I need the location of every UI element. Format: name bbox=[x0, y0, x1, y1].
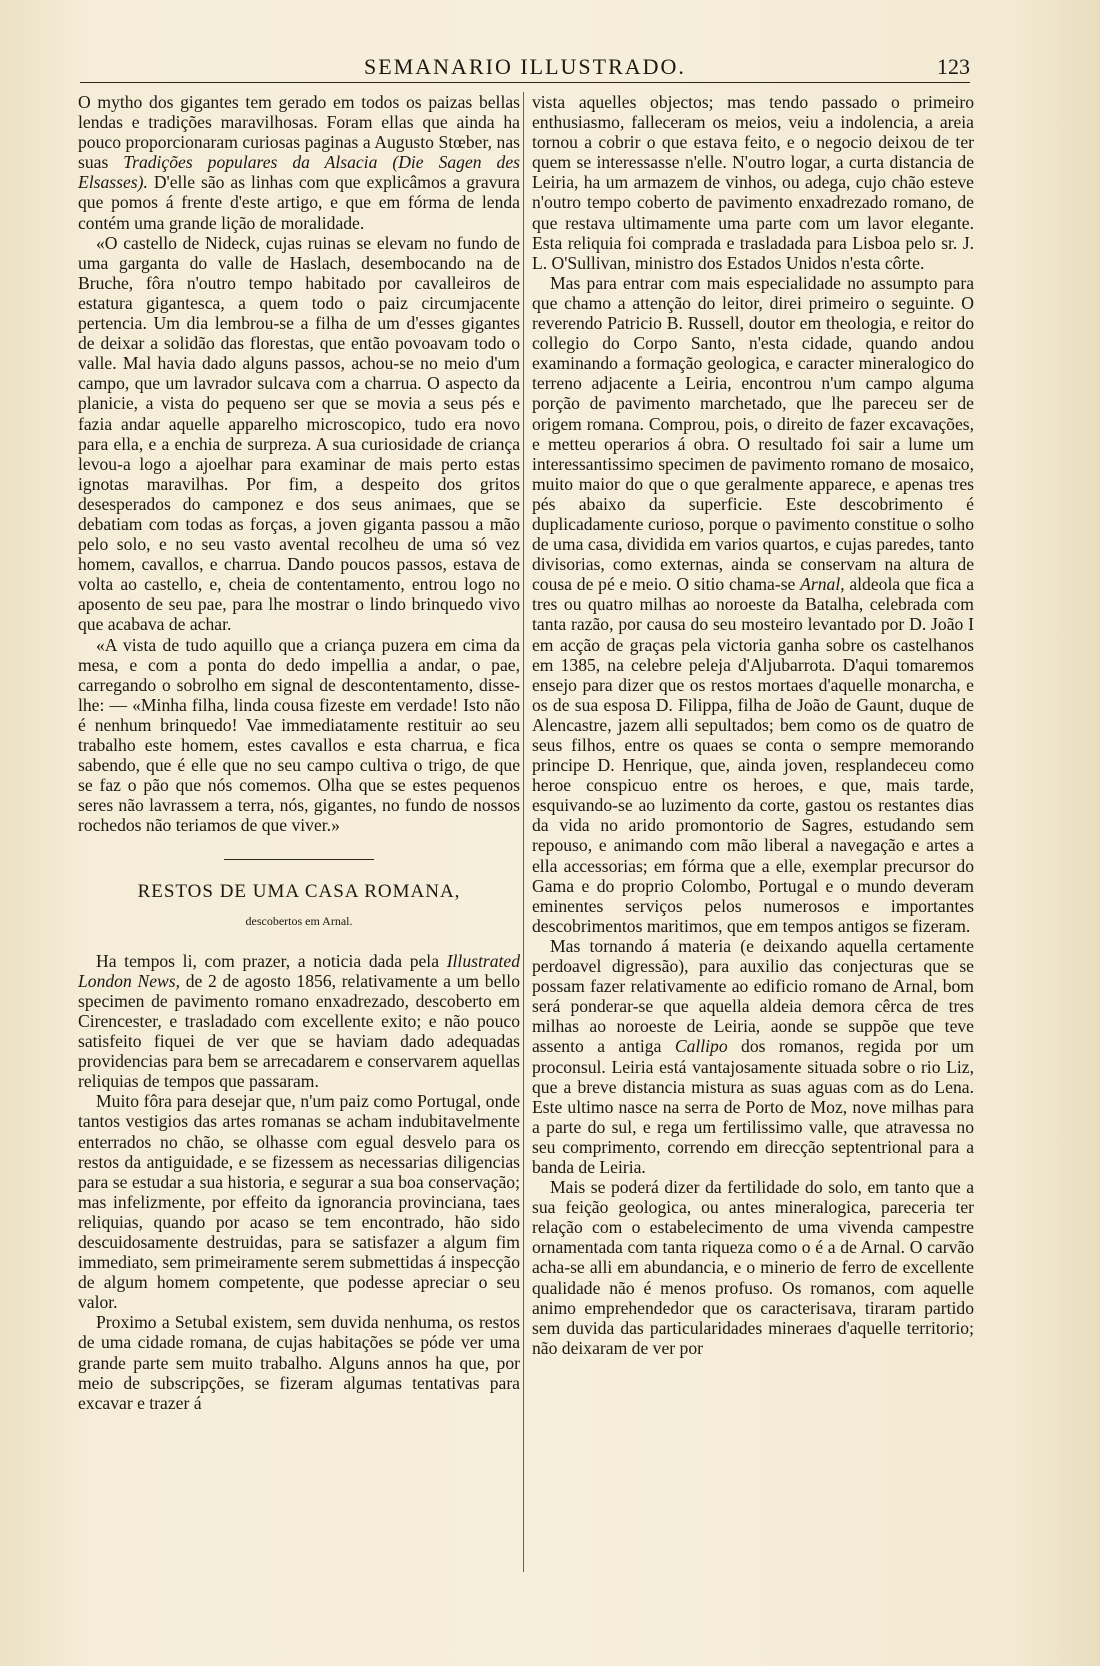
section-subtitle: descobertos em Arnal. bbox=[245, 913, 353, 928]
paragraph: Muito fôra para desejar que, n'um paiz como Portugal, onde tantos vestigios das artes romanas se acham indubitavelmente enterrados no chão, se olhasse com egual desvelo para os restos da antiguidade, e se fizessem as necessarias diligencias para se estudar a sua historia, e segurar a sua boa conservação; mas infelizmente, por effeito da ignorancia provinciana, taes reliquias, quando por acaso se tem encontrado, hão sido descuidosamente destruidas, para se satisfazer a algum fim immediato, sem primeiramente serem submettidas á inspecção de algum homem competente, que podesse apreciar o seu valor. bbox=[78, 1091, 520, 1313]
paragraph: «O castello de Nideck, cujas ruinas se elevam no fundo de uma garganta do valle de Haslach, desembocando na de Bruche, fôra n'outro tempo habitado por cavalleiros de estatura gigantesca, a quem todo o paiz circumjacente pertencia. Um dia lembrou-se a filha de um d'esses gigantes de deixar a solidão das florestas, que então povoavam todo o valle. Mal havia dado alguns passos, achou-se no meio d'um campo, que um lavrador sulcava com a charrua. O aspecto da planicie, a vista do pequeno ser que se movia a seus pés e fazia andar aquelle apparelho microscopico, tudo era novo para ella, e a enchia de surpreza. A sua curiosidade de criança levou-a logo a ajoelhar para examinar de mais perto estas ignotas maravilhas. Por fim, a despeito dos gritos desesperados do camponez e dos seus animaes, que se debatiam com todas as forças, a joven giganta passou a mão pelo solo, e no seu vasto avental recolheu de uma só vez homem, cavallos, e charrua. Dando poucos passos, estava de volta ao castello, e, cheia de contentamento, entrou logo no aposento de seu pae, para lhe mostrar o lindo brinquedo vivo que acabava de achar. bbox=[78, 232, 520, 635]
left-column bbox=[78, 92, 520, 1413]
column-rule bbox=[523, 92, 524, 1572]
paragraph: Mas para entrar com mais especialidade no assumpto para que chamo a attenção do leitor, direi primeiro o seguinte. O reverendo Patricio B. Russell, doutor em theologia, e reitor do collegio do Corpo Santo, n'esta cidade, quando andou examinando a formação geologica, e caracter mineralogico do terreno adjacente a Leiria, encontrou n'um campo alguma porção de pavimento marchetado, que lhe pareceu ser de origem romana. Comprou, pois, o direito de fazer excavações, e metteu operarios á obra. O resultado foi sair a lume um interessantissimo specimen de pavimento romano de mosaico, muito maior do que o que geralmente apparece, e apenas tres pés abaixo da superficie. Este descobrimento é duplicadamente curioso, porque o pavimento constitue o solho de uma casa, dividida em varios quartos, e cujas paredes, tanto divisorias, como externas, ainda se conservam na altura de cousa de pé e meio. O sitio chama-se Arnal, aldeola que fica a tres ou quatro milhas ao noroeste da Batalha, celebrada com tanta razão, por causa do seu mosteiro levantado por D. João I em acção de graças pela victoria ganha sobre os castelhanos em 1385, na celebre peleja d'Aljubarrota. D'aqui tomaremos ensejo para dizer que os restos mortaes d'aquelle monarcha, e os de sua esposa D. Filippa, filha de João de Gaunt, duque de Alencastre, jazem alli sepultados; bem como os de quatro de seus filhos, entre os quaes se conta o sempre memorando principe D. Henrique, que, ainda joven, resplandeceu como heroe conspicuo entre os heroes, e que, mais tarde, esquivando-se ao luzimento da corte, gastou os restantes dias da vida no arido promontorio de Sagres, estudando sem repouso, e animando com mão liberal a navegação e artes a ella accessorias; em fórma que a elle, exemplar precursor do Gama e do proprio Colombo, Portugal e o mundo deveram eminentes serviços pelos numerosos e importantes descobrimentos maritimos, que em tempos antigos se fizeram. bbox=[532, 272, 974, 936]
paragraph: «A vista de tudo aquillo que a criança puzera em cima da mesa, e com a ponta do dedo impellia a andar, o pae, carregando o sobrolho em signal de descontentamento, disse-lhe: — «Minha filha, linda cousa fizeste em verdade! Isto não é nenhum brinquedo! Vae immediatamente restituir ao seu trabalho este homem, estes cavallos e esta charrua, e fica sabendo, que é elle que no seu campo cultiva o trigo, de que se faz o pão que nós comemos. Olha que se estes pequenos seres não lavrassem a terra, nós, gigantes, no fundo de nossos rochedos não teriamos de que viver.» bbox=[78, 634, 520, 836]
paragraph: O mytho dos gigantes tem gerado em todos os paizas bellas lendas e tradições maravilhosas. Foram ellas que ainda ha pouco proporcionaram curiosas paginas a Augusto Stœber, nas suas Tradições populares da Alsacia (Die Sagen des Elsasses). D'elle são as linhas com que explicâmos a gravura que pomos á frente d'este artigo, e que em fórma de lenda contém uma grande lição de moralidade. bbox=[78, 92, 520, 233]
section-title: RESTOS DE UMA CASA ROMANA, bbox=[137, 881, 461, 903]
right-column bbox=[532, 92, 974, 1358]
page-header bbox=[80, 52, 970, 83]
paragraph: Ha tempos li, com prazer, a noticia dada pela Illustrated London News, de 2 de agosto 1856, relativamente a um bello specimen de pavimento romano enxadrezado, descoberto em Cirencester, e trasladado com excellente exito; e não pouco satisfeito fiquei de ver que se haviam dado adequadas providencias para bem se arrecadarem e conservarem aquellas reliquias de tempos que passaram. bbox=[78, 950, 520, 1092]
paragraph: Mas tornando á materia (e deixando aquella certamente perdoavel digressão), para auxilio das conjecturas que se possam fazer relativamente ao edificio romano de Arnal, bom será ponderar-se que aquella aldeia demora cêrca de tres milhas ao noroeste de Leiria, aonde se suppõe que teve assento a antiga Callipo dos romanos, regida por um proconsul. Leiria está vantajosamente situada sobre o rio Liz, que a breve distancia mistura as suas aguas com as do Lena. Este ultimo nasce na serra de Porto de Moz, nove milhas para a parte do sul, e rega um fertilissimo valle, que atravessa no seu comprimento, correndo em direcção septentrional para a banda de Leiria. bbox=[532, 935, 974, 1177]
paragraph: Mais se poderá dizer da fertilidade do solo, em tanto que a sua feição geologica, ou antes mineralogica, pareceria ter relação com o estabelecimento de uma vivenda campestre ornamentada com tanta riqueza como o é a de Arnal. O carvão acha-se alli em abundancia, e o minerio de ferro de excellente qualidade não é menos profuso. Os romanos, com aquelle animo emprehendedor que os caracterisava, tiraram partido sem duvida das particularidades mineraes d'aquelle territorio; não deixaram de ver por bbox=[532, 1177, 974, 1358]
paragraph: vista aquelles objectos; mas tendo passado o primeiro enthusiasmo, falleceram os meios, veiu a indolencia, a areia tornou a cobrir o que estava feito, e o negocio deixou de ter quem se interessasse n'elle. N'outro logar, a curta distancia de Leiria, ha um armazem de vinhos, ou adega, cujo chão esteve n'outro tempo coberto de pavimento enxadrezado romano, de que restava ultimamente uma parte com um lavor elegante. Esta reliquia foi comprada e trasladada para Lisboa pelo sr. J. L. O'Sullivan, ministro dos Estados Unidos n'esta côrte. bbox=[532, 92, 974, 273]
paragraph: Proximo a Setubal existem, sem duvida nenhuma, os restos de uma cidade romana, de cujas habitações se póde ver uma grande parte sem muito trabalho. Alguns annos ha que, por meio de subscripções, se fizeram algumas tentativas para excavar e trazer á bbox=[78, 1312, 520, 1413]
masthead: SEMANARIO ILLUSTRADO. bbox=[364, 54, 686, 79]
page-number: 123 bbox=[937, 54, 970, 79]
section-divider bbox=[224, 859, 374, 860]
